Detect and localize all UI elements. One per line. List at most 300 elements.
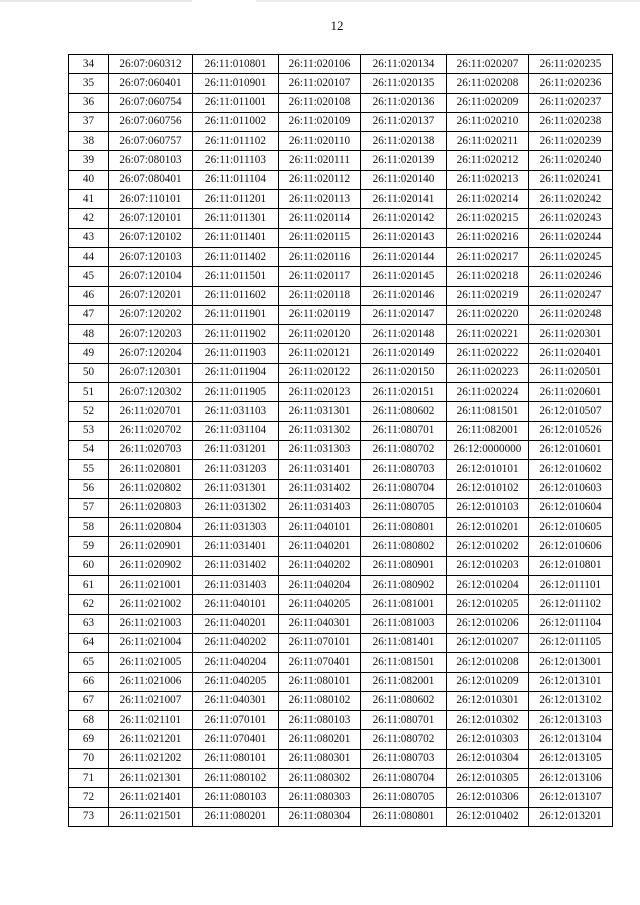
cadastral-code-cell: 26:07:120101 [109, 209, 193, 228]
cadastral-code-cell: 26:11:080302 [279, 768, 361, 787]
cadastral-code-cell: 26:11:040204 [193, 653, 279, 672]
cadastral-code-cell: 26:11:080902 [361, 576, 447, 595]
cadastral-code-cell: 26:12:013001 [529, 653, 613, 672]
cadastral-code-cell: 26:11:020804 [109, 518, 193, 537]
cadastral-code-cell: 26:12:011102 [529, 595, 613, 614]
cadastral-code-cell: 26:11:040202 [193, 633, 279, 652]
cadastral-code-cell: 26:11:020108 [279, 93, 361, 112]
cadastral-code-cell: 26:11:020121 [279, 344, 361, 363]
cadastral-code-cell: 26:11:031201 [193, 440, 279, 459]
cadastral-code-cell: 26:12:010206 [447, 614, 529, 633]
table-row [69, 537, 613, 556]
cadastral-code-cell: 26:11:070401 [193, 730, 279, 749]
cadastral-code-cell: 26:11:020110 [279, 132, 361, 151]
cadastral-code-cell: 26:11:020248 [529, 305, 613, 324]
cadastral-code-cell: 26:11:070401 [279, 653, 361, 672]
table-row [69, 170, 613, 189]
cadastral-code-cell: 26:11:020801 [109, 460, 193, 479]
cadastral-code-cell: 26:12:010601 [529, 440, 613, 459]
table-row [69, 749, 613, 768]
cadastral-code-cell: 26:11:011301 [193, 209, 279, 228]
cadastral-code-cell: 26:11:020109 [279, 112, 361, 131]
cadastral-code-cell: 26:11:021002 [109, 595, 193, 614]
table-row [69, 653, 613, 672]
cadastral-code-cell: 26:11:020211 [447, 132, 529, 151]
cadastral-code-cell: 26:11:020151 [361, 383, 447, 402]
row-number-cell: 67 [69, 691, 109, 710]
cadastral-code-cell: 26:11:080701 [361, 421, 447, 440]
cadastral-code-cell: 26:11:020215 [447, 209, 529, 228]
cadastral-code-cell: 26:11:080704 [361, 479, 447, 498]
cadastral-code-cell: 26:12:010301 [447, 691, 529, 710]
cadastral-code-cell: 26:12:010801 [529, 556, 613, 575]
cadastral-code-cell: 26:11:020220 [447, 305, 529, 324]
cadastral-code-cell: 26:11:021006 [109, 672, 193, 691]
row-number-cell: 37 [69, 112, 109, 131]
cadastral-code-cell: 26:11:021007 [109, 691, 193, 710]
cadastral-code-cell: 26:11:020144 [361, 247, 447, 266]
cadastral-code-cell: 26:11:080303 [279, 788, 361, 807]
cadastral-code-cell: 26:11:080103 [193, 788, 279, 807]
cadastral-code-cell: 26:12:010402 [447, 807, 529, 826]
row-number-cell: 70 [69, 749, 109, 768]
cadastral-code-cell: 26:11:020122 [279, 363, 361, 382]
cadastral-code-cell: 26:11:020111 [279, 151, 361, 170]
cadastral-code-cell: 26:11:020243 [529, 209, 613, 228]
cadastral-code-cell: 26:12:013104 [529, 730, 613, 749]
cadastral-code-cell: 26:11:080702 [361, 440, 447, 459]
cadastral-code-cell: 26:11:020143 [361, 228, 447, 247]
cadastral-code-cell: 26:11:020207 [447, 55, 529, 74]
cadastral-code-cell: 26:11:021005 [109, 653, 193, 672]
cadastral-code-cell: 26:11:020115 [279, 228, 361, 247]
cadastral-code-cell: 26:11:080704 [361, 768, 447, 787]
row-number-cell: 62 [69, 595, 109, 614]
row-number-cell: 53 [69, 421, 109, 440]
row-number-cell: 49 [69, 344, 109, 363]
cadastral-code-cell: 26:12:011101 [529, 576, 613, 595]
table-row [69, 730, 613, 749]
cadastral-code-cell: 26:11:031302 [279, 421, 361, 440]
cadastral-code-cell: 26:11:021202 [109, 749, 193, 768]
cadastral-code-cell: 26:11:021101 [109, 711, 193, 730]
cadastral-code-cell: 26:11:011602 [193, 286, 279, 305]
cadastral-code-cell: 26:12:010605 [529, 518, 613, 537]
cadastral-code-cell: 26:11:020113 [279, 190, 361, 209]
cadastral-code-cell: 26:07:120204 [109, 344, 193, 363]
cadastral-codes-table [68, 54, 613, 827]
cadastral-code-cell: 26:11:020139 [361, 151, 447, 170]
cadastral-code-cell: 26:11:020140 [361, 170, 447, 189]
cadastral-code-cell: 26:11:080705 [361, 788, 447, 807]
cadastral-code-cell: 26:11:020123 [279, 383, 361, 402]
cadastral-code-cell: 26:11:021003 [109, 614, 193, 633]
cadastral-code-cell: 26:12:010103 [447, 498, 529, 517]
row-number-cell: 45 [69, 267, 109, 286]
cadastral-code-cell: 26:12:010208 [447, 653, 529, 672]
cadastral-code-cell: 26:12:010604 [529, 498, 613, 517]
table-row [69, 595, 613, 614]
table-row [69, 498, 613, 517]
cadastral-code-cell: 26:12:013107 [529, 788, 613, 807]
cadastral-code-cell: 26:11:080301 [279, 749, 361, 768]
cadastral-code-cell: 26:11:020803 [109, 498, 193, 517]
cadastral-code-cell: 26:11:081501 [361, 653, 447, 672]
cadastral-code-cell: 26:12:013103 [529, 711, 613, 730]
cadastral-code-cell: 26:11:020244 [529, 228, 613, 247]
cadastral-code-cell: 26:12:013102 [529, 691, 613, 710]
row-number-cell: 51 [69, 383, 109, 402]
cadastral-code-cell: 26:11:080103 [279, 711, 361, 730]
cadastral-code-cell: 26:11:021201 [109, 730, 193, 749]
cadastral-code-cell: 26:07:120301 [109, 363, 193, 382]
cadastral-code-cell: 26:11:040301 [279, 614, 361, 633]
cadastral-code-cell: 26:11:070101 [193, 711, 279, 730]
cadastral-code-cell: 26:12:010305 [447, 768, 529, 787]
cadastral-code-cell: 26:11:020209 [447, 93, 529, 112]
table-row [69, 344, 613, 363]
cadastral-code-cell: 26:12:010202 [447, 537, 529, 556]
cadastral-code-cell: 26:11:011002 [193, 112, 279, 131]
cadastral-code-cell: 26:11:020114 [279, 209, 361, 228]
cadastral-code-cell: 26:11:040201 [279, 537, 361, 556]
cadastral-code-cell: 26:07:120201 [109, 286, 193, 305]
row-number-cell: 64 [69, 633, 109, 652]
cadastral-code-cell: 26:07:110101 [109, 190, 193, 209]
table-row [69, 460, 613, 479]
cadastral-code-cell: 26:11:082001 [361, 672, 447, 691]
cadastral-code-cell: 26:11:011902 [193, 325, 279, 344]
cadastral-code-cell: 26:11:040205 [193, 672, 279, 691]
cadastral-code-cell: 26:11:020138 [361, 132, 447, 151]
cadastral-code-cell: 26:12:010205 [447, 595, 529, 614]
cadastral-code-cell: 26:11:040301 [193, 691, 279, 710]
cadastral-code-cell: 26:11:020236 [529, 74, 613, 93]
cadastral-code-cell: 26:11:020137 [361, 112, 447, 131]
cadastral-code-cell: 26:11:011501 [193, 267, 279, 286]
cadastral-code-cell: 26:11:031303 [279, 440, 361, 459]
cadastral-code-cell: 26:11:020213 [447, 170, 529, 189]
row-number-cell: 42 [69, 209, 109, 228]
cadastral-code-cell: 26:11:080801 [361, 518, 447, 537]
cadastral-code-cell: 26:11:011903 [193, 344, 279, 363]
row-number-cell: 36 [69, 93, 109, 112]
cadastral-code-cell: 26:11:081003 [361, 614, 447, 633]
row-number-cell: 73 [69, 807, 109, 826]
cadastral-code-cell: 26:11:020239 [529, 132, 613, 151]
cadastral-code-cell: 26:11:020119 [279, 305, 361, 324]
cadastral-code-cell: 26:11:080201 [193, 807, 279, 826]
cadastral-code-cell: 26:11:011401 [193, 228, 279, 247]
cadastral-code-cell: 26:11:020219 [447, 286, 529, 305]
cadastral-code-cell: 26:11:031403 [193, 576, 279, 595]
cadastral-code-cell: 26:11:011201 [193, 190, 279, 209]
cadastral-code-cell: 26:11:020601 [529, 383, 613, 402]
table-row [69, 614, 613, 633]
table-row [69, 151, 613, 170]
cadastral-code-cell: 26:11:021401 [109, 788, 193, 807]
table-row [69, 711, 613, 730]
cadastral-code-cell: 26:11:080102 [193, 768, 279, 787]
cadastral-code-cell: 26:11:031103 [193, 402, 279, 421]
cadastral-code-cell: 26:11:040205 [279, 595, 361, 614]
row-number-cell: 46 [69, 286, 109, 305]
cadastral-code-cell: 26:11:020120 [279, 325, 361, 344]
row-number-cell: 39 [69, 151, 109, 170]
cadastral-code-cell: 26:11:020147 [361, 305, 447, 324]
table-row [69, 576, 613, 595]
cadastral-code-cell: 26:12:011105 [529, 633, 613, 652]
table-row [69, 74, 613, 93]
cadastral-code-cell: 26:11:020401 [529, 344, 613, 363]
cadastral-code-cell: 26:11:031401 [193, 537, 279, 556]
table-row [69, 672, 613, 691]
cadastral-code-cell: 26:11:021001 [109, 576, 193, 595]
cadastral-code-cell: 26:11:031302 [193, 498, 279, 517]
table-row [69, 363, 613, 382]
cadastral-code-cell: 26:11:020150 [361, 363, 447, 382]
cadastral-code-cell: 26:11:010801 [193, 55, 279, 74]
cadastral-code-cell: 26:11:020136 [361, 93, 447, 112]
cadastral-code-cell: 26:11:031203 [193, 460, 279, 479]
row-number-cell: 35 [69, 74, 109, 93]
cadastral-code-cell: 26:11:020142 [361, 209, 447, 228]
table-row [69, 383, 613, 402]
cadastral-code-cell: 26:11:020218 [447, 267, 529, 286]
cadastral-code-cell: 26:11:080102 [279, 691, 361, 710]
cadastral-code-cell: 26:11:021501 [109, 807, 193, 826]
cadastral-code-cell: 26:12:010526 [529, 421, 613, 440]
cadastral-code-cell: 26:11:020106 [279, 55, 361, 74]
row-number-cell: 34 [69, 55, 109, 74]
table-row [69, 286, 613, 305]
table-row [69, 209, 613, 228]
table-row [69, 325, 613, 344]
cadastral-code-cell: 26:11:020118 [279, 286, 361, 305]
cadastral-code-cell: 26:11:031403 [279, 498, 361, 517]
cadastral-code-cell: 26:11:080703 [361, 749, 447, 768]
cadastral-code-cell: 26:11:020216 [447, 228, 529, 247]
cadastral-code-cell: 26:11:011904 [193, 363, 279, 382]
table-row [69, 768, 613, 787]
cadastral-code-cell: 26:11:020217 [447, 247, 529, 266]
cadastral-code-cell: 26:11:020145 [361, 267, 447, 286]
row-number-cell: 50 [69, 363, 109, 382]
cadastral-code-cell: 26:12:011104 [529, 614, 613, 633]
cadastral-code-cell: 26:07:060401 [109, 74, 193, 93]
cadastral-code-cell: 26:12:010606 [529, 537, 613, 556]
table-row [69, 691, 613, 710]
cadastral-code-cell: 26:12:013106 [529, 768, 613, 787]
row-number-cell: 47 [69, 305, 109, 324]
table-body [69, 55, 613, 827]
cadastral-code-cell: 26:11:082001 [447, 421, 529, 440]
cadastral-code-cell: 26:11:020301 [529, 325, 613, 344]
cadastral-code-cell: 26:07:120202 [109, 305, 193, 324]
cadastral-code-cell: 26:11:020210 [447, 112, 529, 131]
cadastral-code-cell: 26:11:020702 [109, 421, 193, 440]
table-row [69, 132, 613, 151]
cadastral-code-cell: 26:12:010101 [447, 460, 529, 479]
cadastral-code-cell: 26:07:120302 [109, 383, 193, 402]
cadastral-code-cell: 26:11:011001 [193, 93, 279, 112]
table-row [69, 633, 613, 652]
cadastral-code-cell: 26:11:020222 [447, 344, 529, 363]
table-row [69, 807, 613, 826]
table-row [69, 305, 613, 324]
cadastral-code-cell: 26:12:013105 [529, 749, 613, 768]
cadastral-code-cell: 26:11:020214 [447, 190, 529, 209]
cadastral-code-cell: 26:11:020245 [529, 247, 613, 266]
cadastral-code-cell: 26:11:020208 [447, 74, 529, 93]
table-row [69, 55, 613, 74]
cadastral-code-cell: 26:11:021004 [109, 633, 193, 652]
cadastral-code-cell: 26:12:010304 [447, 749, 529, 768]
cadastral-code-cell: 26:07:120103 [109, 247, 193, 266]
row-number-cell: 60 [69, 556, 109, 575]
table-row [69, 190, 613, 209]
row-number-cell: 58 [69, 518, 109, 537]
cadastral-code-cell: 26:11:081501 [447, 402, 529, 421]
cadastral-code-cell: 26:11:020148 [361, 325, 447, 344]
cadastral-code-cell: 26:11:020240 [529, 151, 613, 170]
cadastral-code-cell: 26:11:080901 [361, 556, 447, 575]
cadastral-code-cell: 26:11:081401 [361, 633, 447, 652]
cadastral-code-cell: 26:11:020902 [109, 556, 193, 575]
cadastral-code-cell: 26:11:020241 [529, 170, 613, 189]
table-row [69, 788, 613, 807]
cadastral-code-cell: 26:11:020238 [529, 112, 613, 131]
cadastral-code-cell: 26:11:031402 [279, 479, 361, 498]
cadastral-code-cell: 26:11:031303 [193, 518, 279, 537]
cadastral-code-cell: 26:12:013201 [529, 807, 613, 826]
cadastral-code-cell: 26:11:020235 [529, 55, 613, 74]
cadastral-code-cell: 26:12:0000000 [447, 440, 529, 459]
row-number-cell: 68 [69, 711, 109, 730]
cadastral-code-cell: 26:11:021301 [109, 768, 193, 787]
table-row [69, 479, 613, 498]
table-row [69, 93, 613, 112]
row-number-cell: 66 [69, 672, 109, 691]
cadastral-code-cell: 26:12:010203 [447, 556, 529, 575]
cadastral-code-cell: 26:11:020116 [279, 247, 361, 266]
scan-edge-artifact [0, 0, 640, 2]
cadastral-code-cell: 26:11:080602 [361, 691, 447, 710]
cadastral-code-cell: 26:12:010603 [529, 479, 613, 498]
cadastral-code-cell: 26:11:040204 [279, 576, 361, 595]
row-number-cell: 40 [69, 170, 109, 189]
cadastral-code-cell: 26:11:080101 [193, 749, 279, 768]
cadastral-code-cell: 26:11:020223 [447, 363, 529, 382]
table-row [69, 402, 613, 421]
row-number-cell: 72 [69, 788, 109, 807]
cadastral-code-cell: 26:11:040201 [193, 614, 279, 633]
row-number-cell: 52 [69, 402, 109, 421]
cadastral-code-cell: 26:11:011104 [193, 170, 279, 189]
cadastral-code-cell: 26:11:080703 [361, 460, 447, 479]
cadastral-code-cell: 26:11:020246 [529, 267, 613, 286]
cadastral-code-cell: 26:12:010102 [447, 479, 529, 498]
cadastral-code-cell: 26:11:011901 [193, 305, 279, 324]
cadastral-code-cell: 26:11:020221 [447, 325, 529, 344]
cadastral-code-cell: 26:12:010602 [529, 460, 613, 479]
row-number-cell: 43 [69, 228, 109, 247]
cadastral-code-cell: 26:11:070101 [279, 633, 361, 652]
cadastral-code-cell: 26:11:020802 [109, 479, 193, 498]
page-number: 12 [330, 18, 344, 33]
row-number-cell: 54 [69, 440, 109, 459]
cadastral-code-cell: 26:11:020135 [361, 74, 447, 93]
row-number-cell: 65 [69, 653, 109, 672]
row-number-cell: 55 [69, 460, 109, 479]
cadastral-code-cell: 26:11:080801 [361, 807, 447, 826]
cadastral-code-cell: 26:12:010201 [447, 518, 529, 537]
cadastral-code-cell: 26:07:080103 [109, 151, 193, 170]
cadastral-code-cell: 26:11:031104 [193, 421, 279, 440]
cadastral-code-cell: 26:12:010306 [447, 788, 529, 807]
row-number-cell: 41 [69, 190, 109, 209]
cadastral-code-cell: 26:11:020501 [529, 363, 613, 382]
cadastral-code-cell: 26:11:020134 [361, 55, 447, 74]
table-row [69, 556, 613, 575]
cadastral-code-cell: 26:11:080101 [279, 672, 361, 691]
cadastral-code-cell: 26:11:020247 [529, 286, 613, 305]
row-number-cell: 59 [69, 537, 109, 556]
cadastral-code-cell: 26:12:013101 [529, 672, 613, 691]
cadastral-code-cell: 26:11:080701 [361, 711, 447, 730]
cadastral-code-cell: 26:12:010507 [529, 402, 613, 421]
table-row [69, 112, 613, 131]
cadastral-code-cell: 26:12:010303 [447, 730, 529, 749]
cadastral-code-cell: 26:11:011103 [193, 151, 279, 170]
table-row [69, 440, 613, 459]
row-number-cell: 48 [69, 325, 109, 344]
cadastral-code-cell: 26:11:040101 [279, 518, 361, 537]
row-number-cell: 61 [69, 576, 109, 595]
row-number-cell: 57 [69, 498, 109, 517]
row-number-cell: 44 [69, 247, 109, 266]
cadastral-code-cell: 26:11:020117 [279, 267, 361, 286]
cadastral-code-cell: 26:07:120203 [109, 325, 193, 344]
cadastral-code-cell: 26:11:020107 [279, 74, 361, 93]
cadastral-code-cell: 26:11:080802 [361, 537, 447, 556]
cadastral-code-cell: 26:11:010901 [193, 74, 279, 93]
cadastral-code-cell: 26:07:060756 [109, 112, 193, 131]
cadastral-code-cell: 26:11:020141 [361, 190, 447, 209]
cadastral-code-cell: 26:11:031402 [193, 556, 279, 575]
cadastral-code-cell: 26:12:010204 [447, 576, 529, 595]
cadastral-code-cell: 26:11:081001 [361, 595, 447, 614]
cadastral-code-cell: 26:11:020237 [529, 93, 613, 112]
cadastral-code-cell: 26:11:080201 [279, 730, 361, 749]
cadastral-code-cell: 26:07:060757 [109, 132, 193, 151]
cadastral-code-cell: 26:12:010302 [447, 711, 529, 730]
cadastral-code-cell: 26:07:060312 [109, 55, 193, 74]
row-number-cell: 71 [69, 768, 109, 787]
cadastral-code-cell: 26:07:080401 [109, 170, 193, 189]
cadastral-code-cell: 26:11:020212 [447, 151, 529, 170]
cadastral-code-cell: 26:11:020112 [279, 170, 361, 189]
row-number-cell: 56 [69, 479, 109, 498]
cadastral-code-cell: 26:11:020703 [109, 440, 193, 459]
cadastral-code-cell: 26:07:120102 [109, 228, 193, 247]
cadastral-code-cell: 26:11:011102 [193, 132, 279, 151]
cadastral-code-cell: 26:11:020242 [529, 190, 613, 209]
table-row [69, 421, 613, 440]
cadastral-code-cell: 26:11:080705 [361, 498, 447, 517]
table-row [69, 518, 613, 537]
row-number-cell: 63 [69, 614, 109, 633]
